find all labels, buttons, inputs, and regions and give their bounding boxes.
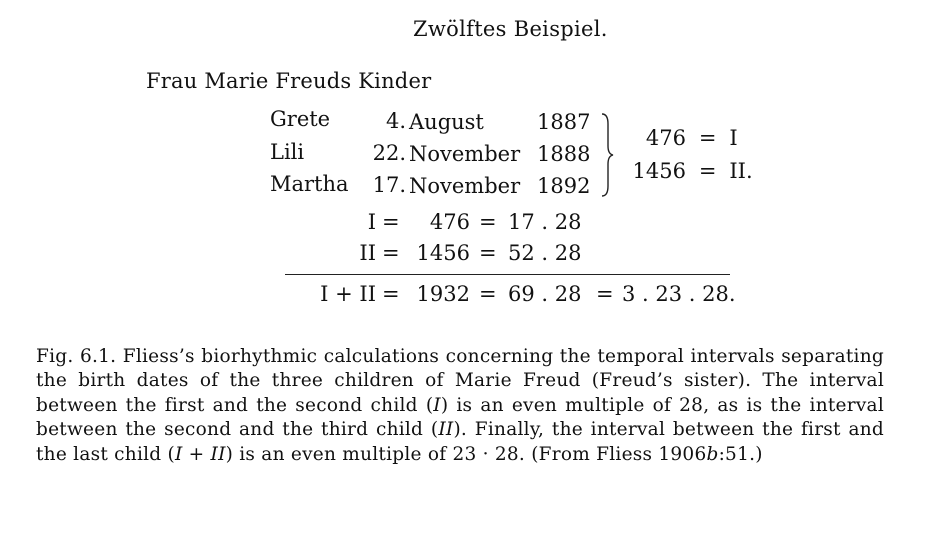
equation-days: 1932 <box>416 282 470 306</box>
right-brace-icon <box>598 112 618 198</box>
child-birth-year: 1887 <box>537 110 591 134</box>
equation-equals: = <box>382 210 400 234</box>
equation-equals: = <box>596 282 614 306</box>
interval-value: 476 <box>645 126 686 150</box>
child-name: Martha <box>270 172 349 196</box>
interval-equals: = <box>698 159 717 183</box>
equation-product: 17 . 28 <box>508 210 582 234</box>
interval-label: II. <box>729 159 753 183</box>
equation-product: 69 . 28 <box>508 282 582 306</box>
child-birth-day: 4. <box>385 109 406 133</box>
interval-row <box>632 159 753 183</box>
child-name: Grete <box>270 107 331 131</box>
child-name: Lili <box>270 140 305 164</box>
equation-product: 3 . 23 . 28. <box>622 282 736 306</box>
equation-equals: = <box>382 282 400 306</box>
equation-equals: = <box>479 210 497 234</box>
child-birth-month: August <box>409 110 484 134</box>
equation-lhs: I + II <box>320 282 376 306</box>
interval-equals: = <box>698 126 717 150</box>
child-birth-month: November <box>409 174 521 198</box>
equation-lhs: II <box>359 241 376 265</box>
equation-lhs: I <box>367 210 376 234</box>
equation-equals: = <box>479 241 497 265</box>
children-subheading: Frau Marie Freuds Kinder <box>146 69 432 93</box>
equation-days: 476 <box>429 210 470 234</box>
equation-days: 1456 <box>416 241 470 265</box>
equation-product: 52 . 28 <box>508 241 582 265</box>
child-birth-year: 1892 <box>537 174 591 198</box>
figure-label: Fig. 6.1. <box>36 346 117 367</box>
child-birth-day: 17. <box>372 173 406 197</box>
interval-value: 1456 <box>632 159 686 183</box>
figure-caption: Fig. 6.1. Fliess’s biorhythmic calculations concerning the temporal intervals separating the birth dates of the three children of Marie Freud (Freud’s sister). The interval between the first and the second child (I) is an even multiple of 28, as is the interval between the second and the third child (II). Finally, the interval between the first and the last child (I + II) is an even multiple of 23 · 28. (From Fliess 1906b:51.) <box>36 346 884 465</box>
child-birth-day: 22. <box>372 141 406 165</box>
example-heading: Zwölftes Beispiel. <box>413 17 608 41</box>
equation-equals: = <box>479 282 497 306</box>
child-birth-year: 1888 <box>537 142 591 166</box>
interval-label: I <box>729 126 738 150</box>
interval-row <box>632 126 738 150</box>
child-birth-month: November <box>409 142 521 166</box>
equation-equals: = <box>382 241 400 265</box>
sum-rule-divider <box>285 274 730 275</box>
